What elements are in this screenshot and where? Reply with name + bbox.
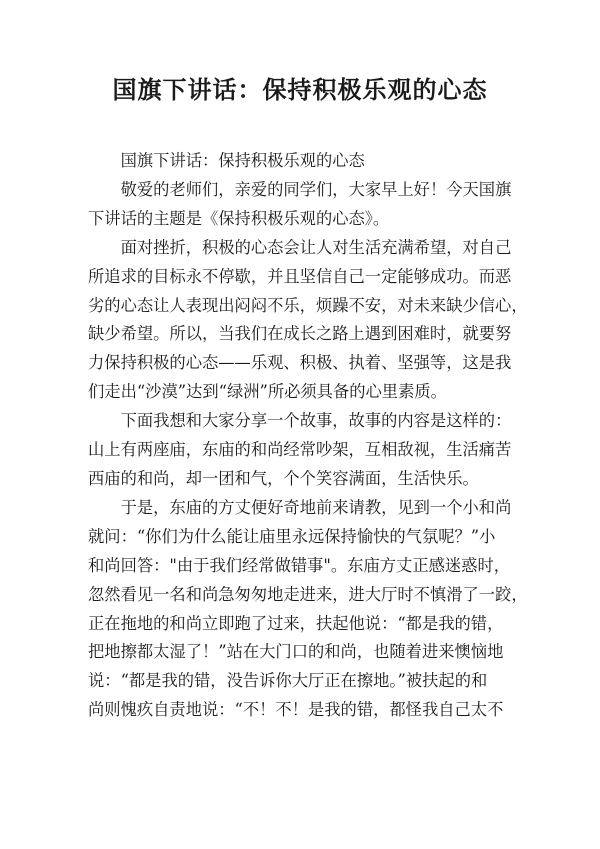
document-body (88, 147, 528, 725)
paragraph-line: 缺少希望。所以，当我们在成长之路上遇到困难时，就要努 (88, 324, 512, 344)
paragraph-line: 力保持积极的心态——乐观、积极、执着、坚强等，这是我 (88, 353, 512, 373)
paragraph-line: 于是，东庙的方丈便好奇地前来请教，见到一个小和尚 (120, 497, 512, 517)
paragraph-line: 忽然看见一名和尚急匆匆地走进来，进大厅时不慎滑了一跤， (88, 584, 528, 604)
paragraph-line: 西庙的和尚，却一团和气，个个笑容满面，生活快乐。 (88, 468, 479, 488)
paragraph-line: 尚则愧疚自责地说：“不！不！是我的错，都怪我自己太不 (88, 700, 504, 720)
paragraph-line: 把地擦都太湿了！”站在大门口的和尚，也随着进来懊恼地 (88, 642, 504, 662)
document-title: 国旗下讲话：保持积极乐观的心态 (112, 75, 488, 104)
paragraph-line: 们走出“沙漠”达到“绿洲”所必须具备的心里素质。 (88, 382, 447, 402)
paragraph-line: 和尚回答："由于我们经常做错事"。东庙方丈正感迷惑时， (88, 555, 511, 575)
paragraph-line: 面对挫折，积极的心态会让人对生活充满希望，对自己 (120, 237, 512, 257)
paragraph-line: 所追求的目标永不停歇，并且坚信自己一定能够成功。而恶 (88, 266, 512, 286)
paragraph-line: 山上有两座庙，东庙的和尚经常吵架，互相敌视，生活痛苦 (88, 440, 512, 460)
paragraph-line: 敬爱的老师们，亲爱的同学们，大家早上好！今天国旗 (120, 179, 512, 199)
paragraph-line: 下面我想和大家分享一个故事，故事的内容是这样的： (120, 411, 512, 431)
paragraph-line: 正在拖地的和尚立即跑了过来，扶起他说：“都是我的错， (88, 613, 504, 633)
paragraph-line: 说：“都是我的错，没告诉你大厅正在擦地。”被扶起的和 (88, 671, 488, 691)
paragraph-line: 就问：“你们为什么能让庙里永远保持愉快的气氛呢？”小 (88, 526, 496, 546)
paragraph-line: 下讲话的主题是《保持积极乐观的心态》。 (88, 208, 390, 228)
paragraph-line: 国旗下讲话：保持积极乐观的心态 (120, 151, 365, 170)
paragraph-line: 劣的心态让人表现出闷闷不乐，烦躁不安，对未来缺少信心， (88, 295, 528, 315)
